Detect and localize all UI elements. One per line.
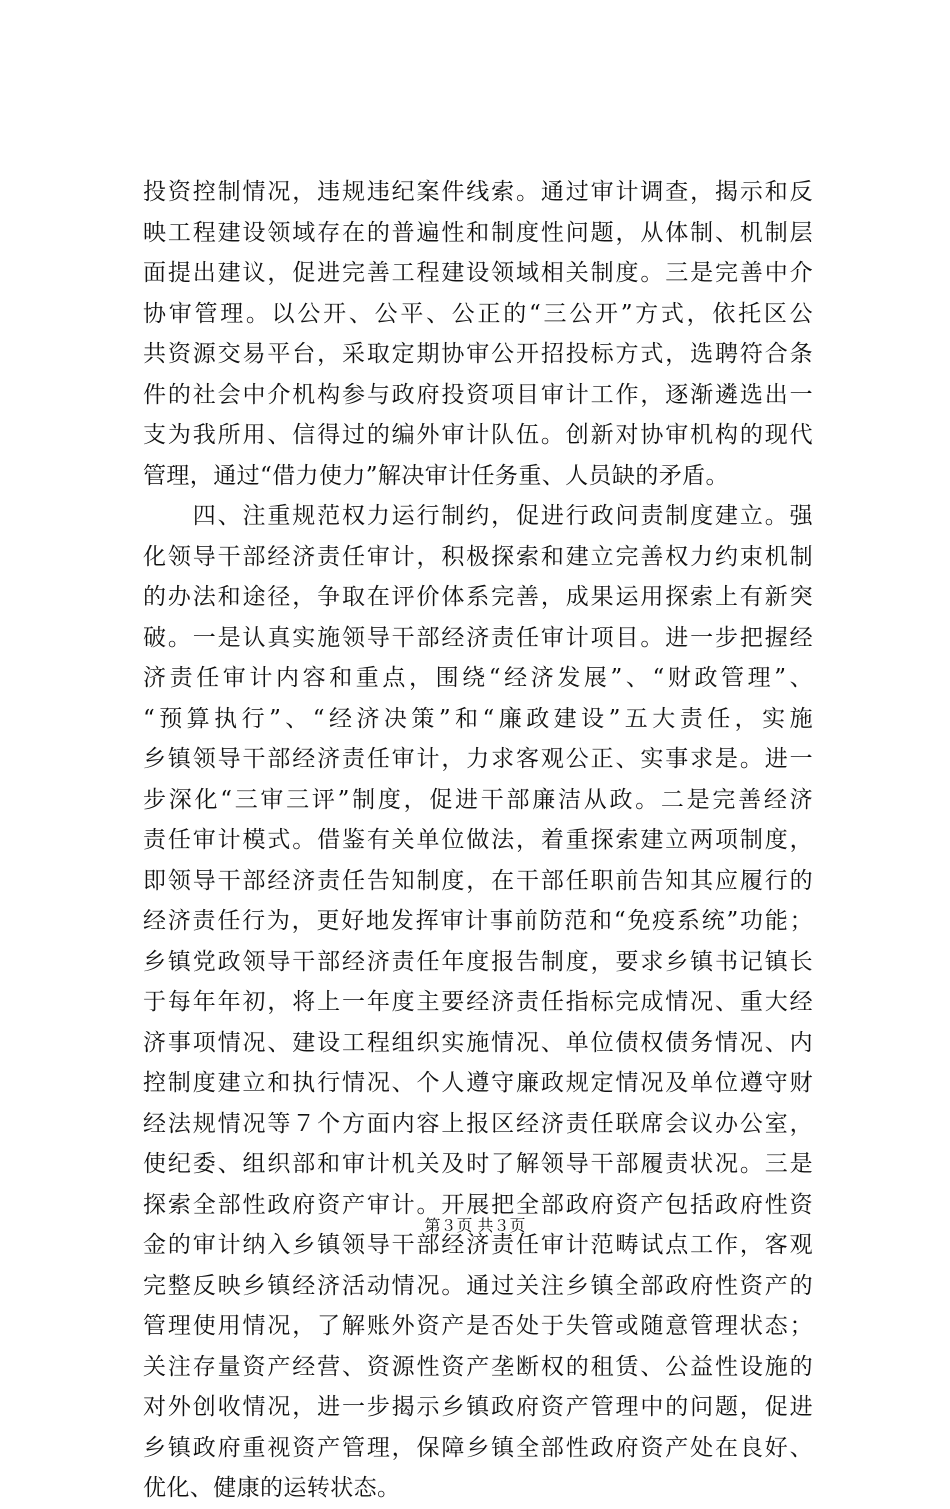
text-line: 化领导干部经济责任审计，积极探索和建立完善权力约束机制: [143, 543, 813, 570]
text-line: 探索全部性政府资产审计。开展把全部政府资产包括政府性资: [143, 1191, 813, 1218]
text-line: 即领导干部经济责任告知制度，在干部任职前告知其应履行的: [143, 867, 813, 894]
text-line: “预算执行”、“经济决策”和“廉政建设”五大责任，实施: [143, 705, 813, 732]
text-line: 使纪委、组织部和审计机关及时了解领导干部履责状况。三是: [143, 1151, 813, 1177]
text-line: 四、注重规范权力运行制约，促进行政问责制度建立。强: [143, 503, 813, 529]
text-line: 优化、健康的运转状态。: [143, 1475, 401, 1501]
text-line: 济责任审计内容和重点，围绕“经济发展”、“财政管理”、: [143, 665, 813, 691]
text-line: 破。一是认真实施领导干部经济责任审计项目。进一步把握经: [143, 624, 813, 651]
text-line: 完整反映乡镇经济活动情况。通过关注乡镇全部政府性资产的: [143, 1272, 813, 1299]
text-line: 控制度建立和执行情况、个人遵守廉政规定情况及单位遵守财: [143, 1070, 813, 1096]
text-line: 步深化“三审三评”制度，促进干部廉洁从政。二是完善经济: [143, 786, 813, 813]
text-line: 乡镇领导干部经济责任审计，力求客观公正、实事求是。进一: [143, 746, 813, 772]
text-line: 投资控制情况，违规违纪案件线索。通过审计调查，揭示和反: [143, 179, 813, 205]
text-line: 济事项情况、建设工程组织实施情况、单位债权债务情况、内: [143, 1029, 813, 1056]
text-line: 件的社会中介机构参与政府投资项目审计工作，逐渐遴选出一: [143, 381, 813, 408]
text-line: 关注存量资产经营、资源性资产垄断权的租赁、公益性设施的: [143, 1353, 813, 1380]
text-line: 管理使用情况，了解账外资产是否处于失管或随意管理状态；: [143, 1313, 813, 1339]
text-line: 共资源交易平台，采取定期协审公开招投标方式，选聘符合条: [143, 341, 813, 367]
text-line: 经法规情况等７个方面内容上报区经济责任联席会议办公室，: [143, 1110, 813, 1137]
text-line: 映工程建设领域存在的普遍性和制度性问题，从体制、机制层: [143, 219, 813, 246]
page-number-footer: 第３页 共３页: [424, 1216, 526, 1235]
text-line: 协审管理。以公开、公平、公正的“三公开”方式，依托区公: [143, 300, 813, 327]
text-line: 乡镇党政领导干部经济责任年度报告制度，要求乡镇书记镇长: [143, 948, 813, 975]
text-line: 乡镇政府重视资产管理，保障乡镇全部性政府资产处在良好、: [143, 1434, 813, 1461]
text-line: 责任审计模式。借鉴有关单位做法，着重探索建立两项制度，: [143, 827, 813, 853]
text-line: 面提出建议，促进完善工程建设领域相关制度。三是完善中介: [143, 260, 813, 286]
body-text: [143, 172, 813, 1509]
text-line: 金的审计纳入乡镇领导干部经济责任审计范畴试点工作，客观: [143, 1232, 813, 1258]
text-line: 于每年年初，将上一年度主要经济责任指标完成情况、重大经: [143, 989, 813, 1015]
text-line: 的办法和途径，争取在评价体系完善，成果运用探索上有新突: [143, 584, 813, 610]
text-line: 管理，通过“借力使力”解决审计任务重、人员缺的矛盾。: [143, 462, 729, 489]
text-line: 经济责任行为，更好地发挥审计事前防范和“免疫系统”功能；: [143, 908, 813, 934]
text-line: 支为我所用、信得过的编外审计队伍。创新对协审机构的现代: [143, 422, 813, 448]
text-line: 对外创收情况，进一步揭示乡镇政府资产管理中的问题，促进: [143, 1394, 813, 1420]
